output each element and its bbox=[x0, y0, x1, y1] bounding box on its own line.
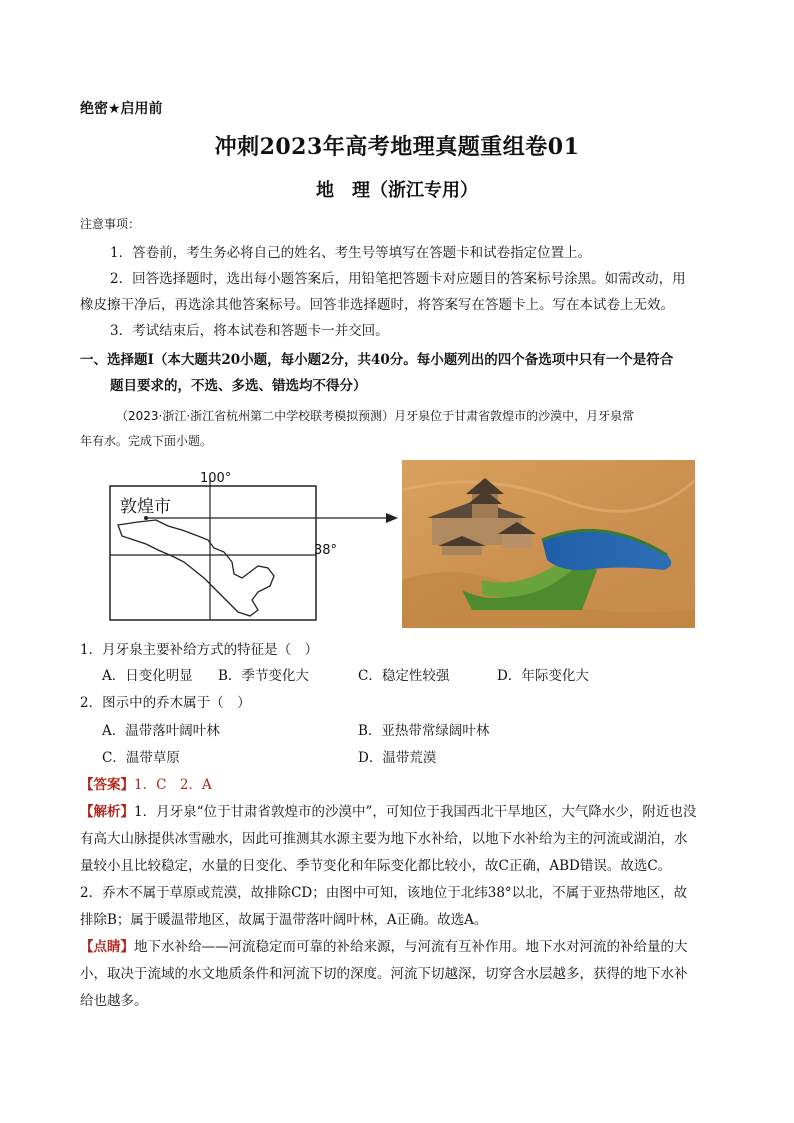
section-heading: 一、选择题Ⅰ（本大题共20小题，每小题2分，共40分。每小题列出的四个备选项中只有一个是符合 bbox=[80, 352, 674, 368]
q1-option-b: B．季节变化大 bbox=[218, 668, 309, 684]
answer-text: 1．C 2．A bbox=[134, 777, 212, 793]
analysis-text: 排除B；属于暖温带地区，故属于温带落叶阔叶林，A正确。故选A。 bbox=[80, 912, 488, 928]
tip-text: 给也越多。 bbox=[80, 993, 148, 1009]
question-2-stem: 2．图示中的乔木属于（ ） bbox=[80, 695, 251, 711]
analysis-text: 有高大山脉提供冰雪融水，因此可推测其水源主要为地下水补给，以地下水补给为主的河流或湖泊，水 bbox=[80, 831, 688, 847]
crescent-spring-photo bbox=[402, 460, 695, 628]
analysis-line bbox=[80, 799, 696, 825]
page-title: 冲刺2023年高考地理真题重组卷01 bbox=[214, 134, 580, 160]
answer-label: 【答案】 bbox=[80, 777, 134, 793]
section-heading-cont: 题目要求的，不选、多选、错选均不得分） bbox=[110, 378, 367, 394]
latitude-label: 38° bbox=[314, 543, 338, 558]
q1-option-a: A．日变化明显 bbox=[102, 668, 193, 684]
source-note-cont: 年有水。完成下面小题。 bbox=[80, 434, 213, 448]
note-item: 2．回答选择题时，选出每小题答案后，用铅笔把答题卡对应题目的答案标号涂黑。如需改动，用 bbox=[110, 271, 686, 287]
analysis-label: 【解析】 bbox=[80, 804, 134, 820]
confidential-label: 绝密★启用前 bbox=[80, 101, 163, 117]
q2-option-c: C．温带草原 bbox=[102, 750, 180, 766]
tip-line bbox=[80, 934, 688, 960]
analysis-text: 1．月牙泉“位于甘肃省敦煌市的沙漠中”，可知位于我国西北干旱地区，大气降水少，附近也没 bbox=[134, 804, 697, 820]
answer-line bbox=[80, 772, 212, 798]
tip-text: 小，取决于流域的水文地质条件和河流下切的深度。河流下切越深，切穿含水层越多，获得的地下水补 bbox=[80, 966, 688, 982]
question-1-stem: 1．月牙泉主要补给方式的特征是（ ） bbox=[80, 642, 319, 658]
tip-text: 地下水补给——河流稳定而可靠的补给来源，与河流有互补作用。地下水对河流的补给量的大 bbox=[134, 939, 688, 955]
note-item: 橡皮擦干净后，再选涂其他答案标号。回答非选择题时，将答案写在答题卡上。写在本试卷上无效。 bbox=[80, 297, 674, 313]
note-item: 1．答卷前，考生务必将自己的姓名、考生号等填写在答题卡和试卷指定位置上。 bbox=[110, 245, 592, 261]
tip-label: 【点睛】 bbox=[80, 939, 134, 955]
q1-option-d: D．年际变化大 bbox=[497, 668, 589, 684]
note-item: 3．考试结束后，将本试卷和答题卡一并交回。 bbox=[110, 323, 389, 339]
analysis-text: 2．乔木不属于草原或荒漠，故排除CD；由图中可知，该地位于北纬38°以北，不属于亚热带地区，故 bbox=[80, 885, 688, 901]
location-map-svg bbox=[108, 470, 398, 630]
analysis-text: 量较小且比较稳定，水量的日变化、季节变化和年际变化都比较小，故C正确，ABD错误。故选C。 bbox=[80, 858, 672, 874]
page-subtitle: 地 理（浙江专用） bbox=[316, 180, 478, 201]
notes-heading: 注意事项： bbox=[80, 217, 141, 231]
q1-option-c: C．稳定性较强 bbox=[358, 668, 450, 684]
source-note: （2023·浙江·浙江省杭州第二中学校联考模拟预测）月牙泉位于甘肃省敦煌市的沙漠中，月牙泉常 bbox=[116, 409, 635, 423]
map-city-label: 敦煌市 bbox=[120, 497, 171, 517]
location-map bbox=[108, 470, 398, 630]
q2-option-d: D．温带荒漠 bbox=[358, 750, 437, 766]
longitude-label: 100° bbox=[200, 471, 232, 486]
q2-option-a: A．温带落叶阔叶林 bbox=[102, 723, 220, 739]
q2-option-b: B．亚热带常绿阔叶林 bbox=[358, 723, 490, 739]
